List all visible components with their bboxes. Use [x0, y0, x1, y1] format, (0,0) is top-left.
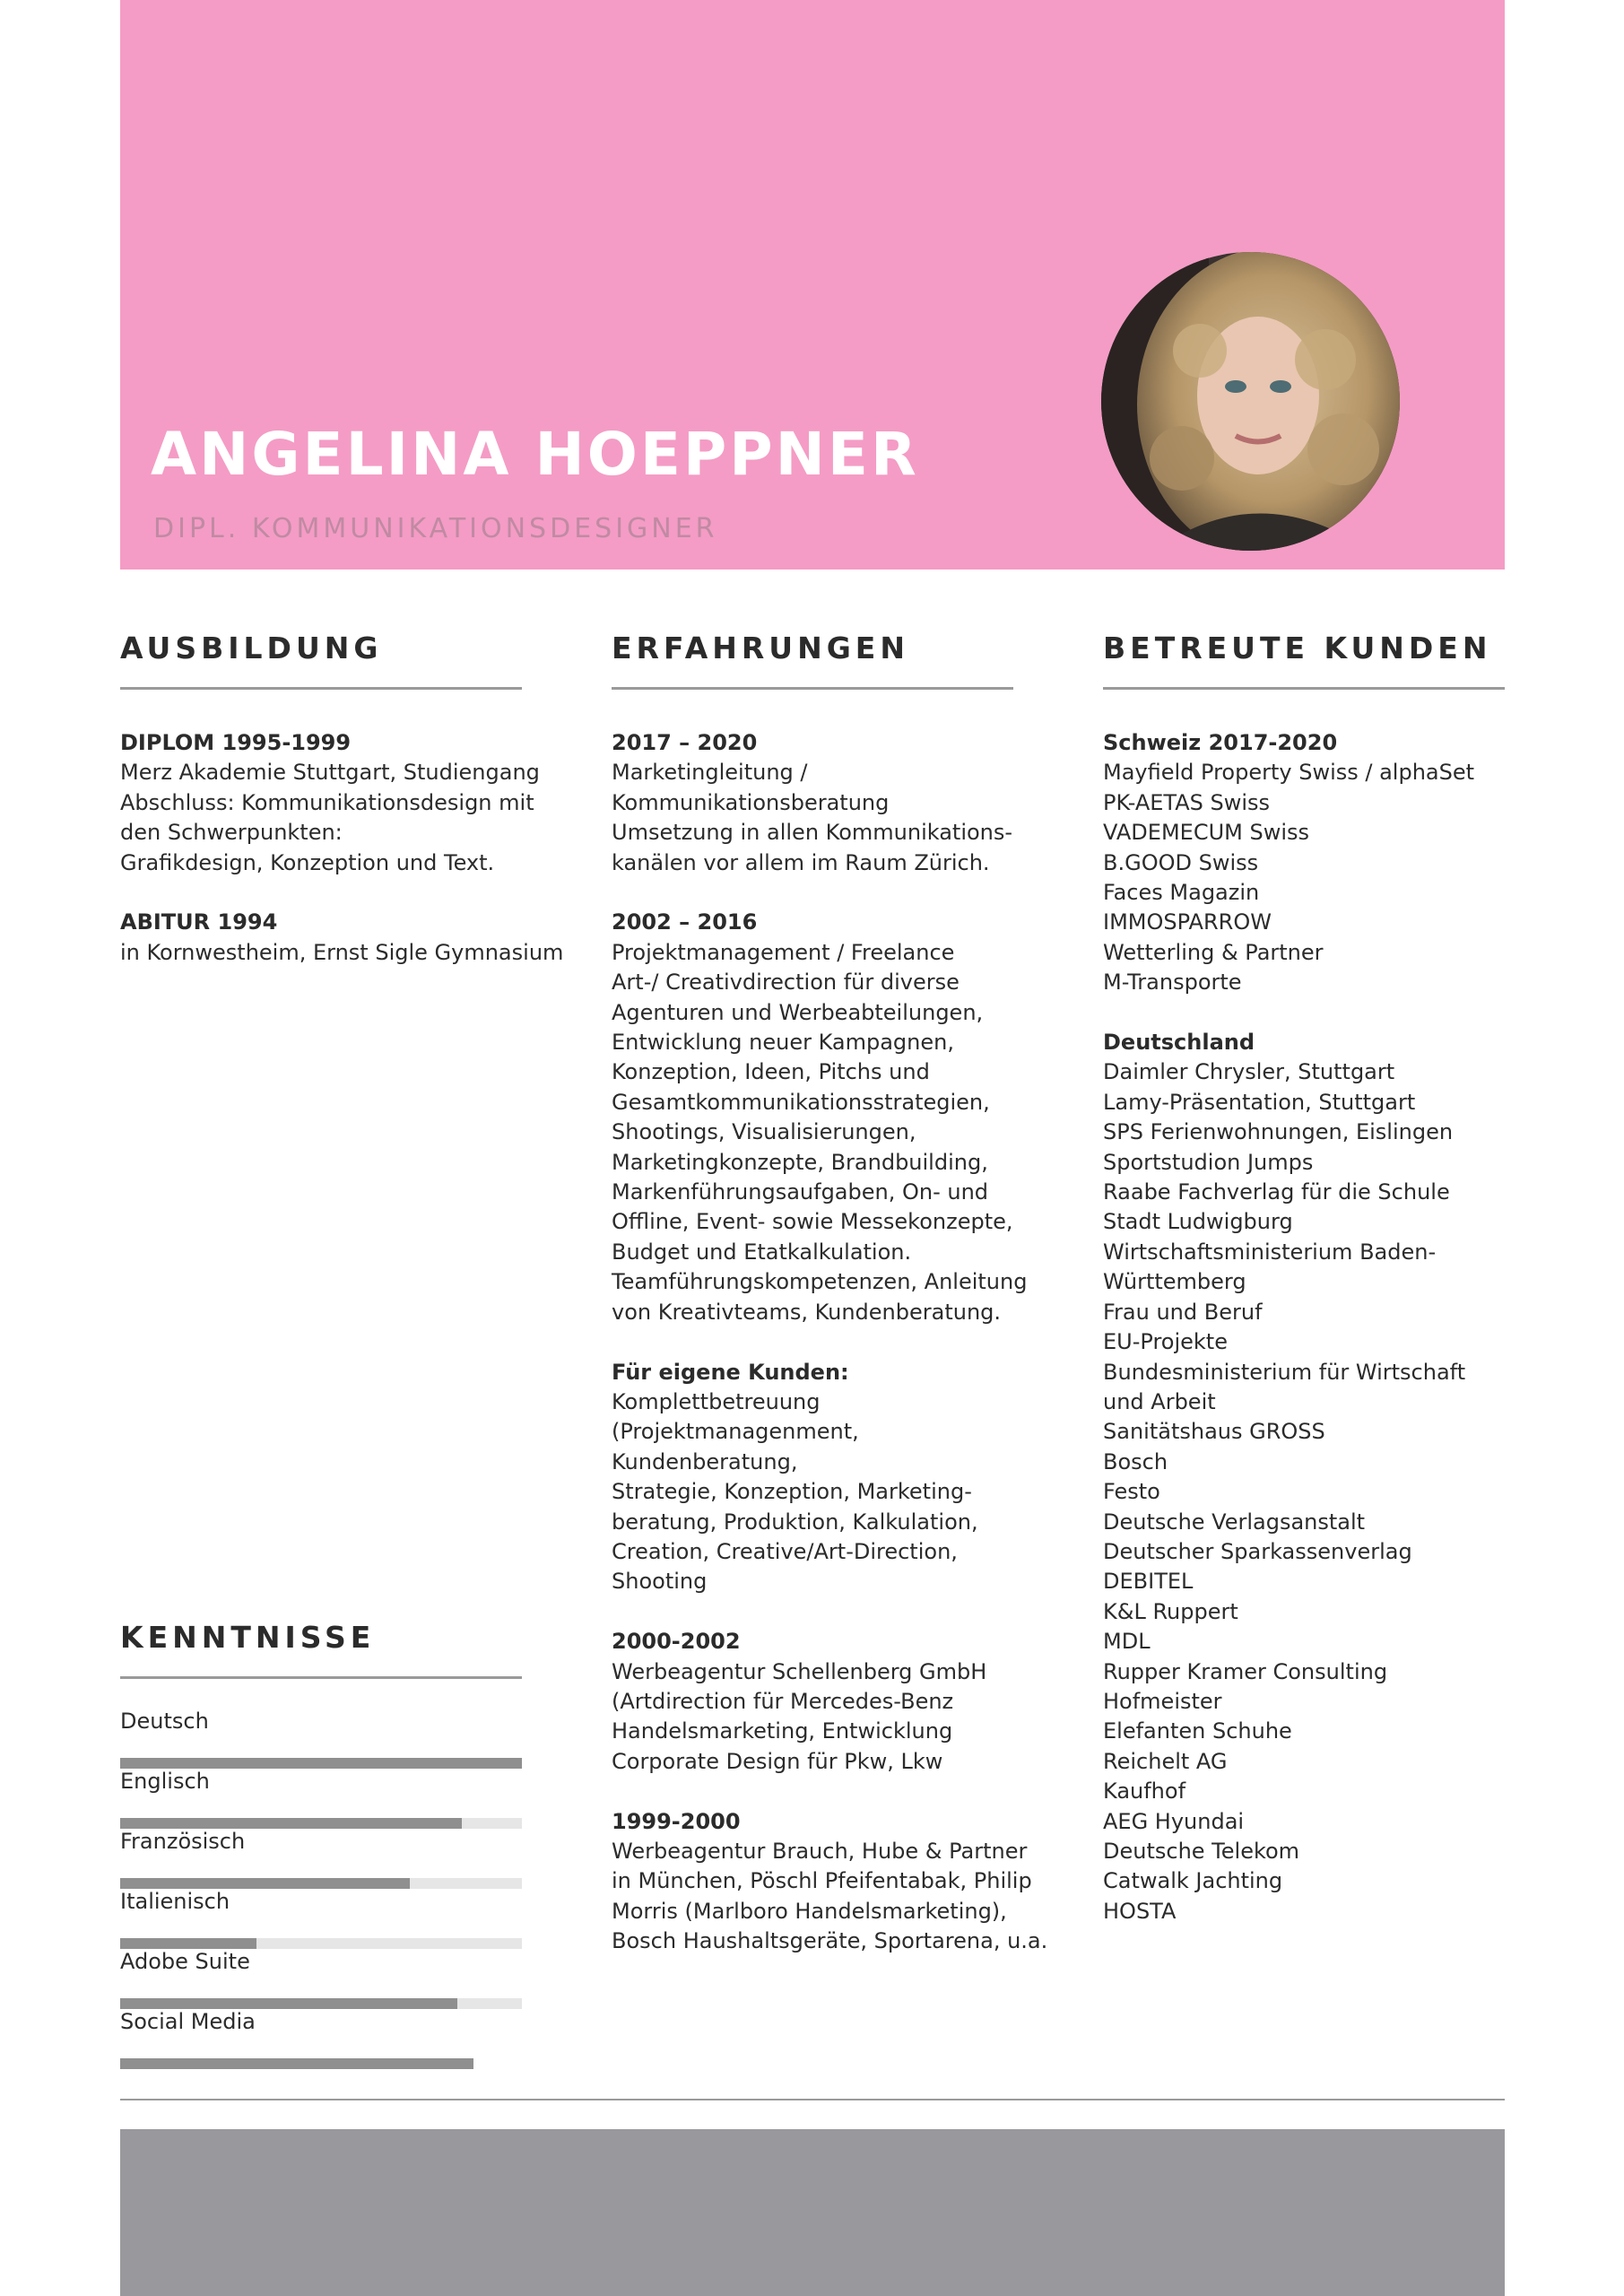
- entry-title: Schweiz 2017-2020: [1103, 730, 1338, 755]
- skill-item: [120, 1829, 522, 1889]
- kunden-heading: BETREUTE KUNDEN: [1103, 631, 1492, 665]
- client-item: Wetterling & Partner: [1103, 939, 1324, 965]
- client-item: Raabe Fachverlag für die Schule: [1103, 1179, 1450, 1205]
- client-item: und Arbeit: [1103, 1388, 1216, 1414]
- entry-line: Budget und Etatkalkulation.: [612, 1239, 912, 1265]
- client-item: Mayfield Property Swiss / alphaSet: [1103, 760, 1475, 786]
- ausbildung-heading: AUSBILDUNG: [120, 631, 383, 665]
- client-item: Deutsche Verlagsanstalt: [1103, 1509, 1366, 1535]
- kunden-divider: [1103, 687, 1505, 690]
- entry-line: Creation, Creative/Art-Direction,: [612, 1538, 958, 1564]
- person-name: ANGELINA HOEPPNER: [151, 420, 919, 489]
- skill-bar-track: [120, 1938, 522, 1949]
- client-item: SPS Ferienwohnungen, Eislingen: [1103, 1119, 1454, 1145]
- kenntnisse-divider: [120, 1676, 522, 1679]
- skill-bar-fill: [120, 1758, 522, 1769]
- profile-photo: [1101, 252, 1400, 551]
- entry-line: Entwicklung neuer Kampagnen,: [612, 1030, 954, 1056]
- skill-bar-track: [120, 1758, 522, 1769]
- entry-title: 2017 – 2020: [612, 730, 758, 755]
- client-item: Catwalk Jachting: [1103, 1868, 1283, 1894]
- entry-line: Umsetzung in allen Kommunikations-: [612, 820, 1013, 846]
- client-item: AEG Hyundai: [1103, 1808, 1245, 1834]
- client-item: Deutsche Telekom: [1103, 1839, 1300, 1865]
- skill-label: Adobe Suite: [120, 1949, 250, 1974]
- skill-bar-fill: [120, 1878, 410, 1889]
- client-item: Faces Magazin: [1103, 880, 1260, 906]
- entry-title: DIPLOM 1995-1999: [120, 730, 352, 755]
- client-item: K&L Ruppert: [1103, 1598, 1238, 1624]
- entry-line: Markenführungsaufgaben, On- und: [612, 1179, 989, 1205]
- entry-line: Marketingkonzepte, Brandbuilding,: [612, 1149, 988, 1175]
- client-item: Wirtschaftsministerium Baden-: [1103, 1239, 1437, 1265]
- entry-line: Agenturen und Werbeabteilungen,: [612, 999, 984, 1025]
- client-item: Sanitätshaus GROSS: [1103, 1419, 1325, 1445]
- entry-line: (Artdirection für Mercedes-Benz: [612, 1688, 954, 1714]
- skill-item: [120, 1769, 522, 1829]
- skill-bar-fill: [120, 2058, 473, 2069]
- entry-title: Für eigene Kunden:: [612, 1359, 849, 1385]
- client-item: Bosch: [1103, 1448, 1168, 1474]
- ausbildung-column: [120, 728, 563, 968]
- entry-title: 1999-2000: [612, 1808, 741, 1834]
- entry-line: Kundenberatung,: [612, 1448, 798, 1474]
- client-item: Bundesministerium für Wirtschaft: [1103, 1359, 1466, 1385]
- client-item: Rupper Kramer Consulting: [1103, 1658, 1388, 1684]
- entry-title: ABITUR 1994: [120, 909, 278, 935]
- entry-line: Art-/ Creativdirection für diverse: [612, 970, 960, 996]
- entry-line: in Kornwestheim, Ernst Sigle Gymnasium: [120, 939, 564, 965]
- client-item: EU-Projekte: [1103, 1329, 1228, 1355]
- ausbildung-divider: [120, 687, 522, 690]
- skill-item: [120, 2009, 522, 2069]
- footer-band: [120, 2129, 1505, 2296]
- entry-line: kanälen vor allem im Raum Zürich.: [612, 849, 990, 875]
- entry-line: (Projektmanagenment,: [612, 1419, 859, 1445]
- entry-line: Werbeagentur Schellenberg GmbH: [612, 1658, 987, 1684]
- skill-item: [120, 1889, 522, 1949]
- entry-line: Projektmanagement / Freelance: [612, 939, 955, 965]
- skill-label: Englisch: [120, 1769, 210, 1794]
- skill-label: Französisch: [120, 1829, 246, 1854]
- entry-line: Abschluss: Kommunikationsdesign mit: [120, 789, 534, 815]
- kenntnisse-heading: KENNTNISSE: [120, 1620, 376, 1655]
- entry-line: Merz Akademie Stuttgart, Studiengang: [120, 760, 540, 786]
- entry-line: Corporate Design für Pkw, Lkw: [612, 1748, 943, 1774]
- entry-line: beratung, Produktion, Kalkulation,: [612, 1509, 978, 1535]
- client-item: Frau und Beruf: [1103, 1299, 1263, 1325]
- client-item: PK-AETAS Swiss: [1103, 789, 1271, 815]
- client-item: Lamy-Präsentation, Stuttgart: [1103, 1089, 1416, 1115]
- skill-bar-fill: [120, 1998, 457, 2009]
- entry-line: von Kreativteams, Kundenberatung.: [612, 1299, 1002, 1325]
- skill-bar-track: [120, 1818, 522, 1829]
- skill-item: [120, 1949, 522, 2009]
- entry-line: Marketingleitung /: [612, 760, 808, 786]
- client-item: DEBITEL: [1103, 1569, 1194, 1595]
- entry-line: Grafikdesign, Konzeption und Text.: [120, 849, 495, 875]
- entry-line: Offline, Event- sowie Messekonzepte,: [612, 1209, 1013, 1235]
- skills-list: [120, 1709, 522, 2069]
- skill-bar-fill: [120, 1818, 462, 1829]
- client-item: Reichelt AG: [1103, 1748, 1228, 1774]
- entry-line: Kommunikationsberatung: [612, 789, 890, 815]
- client-item: IMMOSPARROW: [1103, 909, 1272, 935]
- person-title: DIPL. KOMMUNIKATIONSDESIGNER: [153, 513, 718, 544]
- entry-line: Komplettbetreuung: [612, 1388, 821, 1414]
- client-item: Deutscher Sparkassenverlag: [1103, 1538, 1412, 1564]
- entry-line: Strategie, Konzeption, Marketing-: [612, 1479, 972, 1505]
- client-item: HOSTA: [1103, 1898, 1177, 1924]
- client-item: Daimler Chrysler, Stuttgart: [1103, 1059, 1395, 1085]
- footer-divider: [120, 2099, 1505, 2100]
- entry-line: Shootings, Visualisierungen,: [612, 1119, 916, 1145]
- skill-label: Social Media: [120, 2009, 256, 2034]
- entry-line: Werbeagentur Brauch, Hube & Partner: [612, 1838, 1028, 1864]
- skill-item: [120, 1709, 522, 1769]
- client-item: Sportstudion Jumps: [1103, 1149, 1314, 1175]
- skill-bar-track: [120, 1998, 522, 2009]
- skill-bar-track: [120, 1878, 522, 1889]
- client-item: Stadt Ludwigburg: [1103, 1209, 1293, 1235]
- client-item: Festo: [1103, 1479, 1160, 1505]
- entry-line: Handelsmarketing, Entwicklung: [612, 1718, 953, 1744]
- client-item: B.GOOD Swiss: [1103, 849, 1259, 875]
- client-item: Elefanten Schuhe: [1103, 1718, 1292, 1744]
- client-item: Hofmeister: [1103, 1688, 1222, 1714]
- entry-line: den Schwerpunkten:: [120, 820, 343, 846]
- erfahrungen-column: [612, 728, 1047, 1957]
- skill-bar-fill: [120, 1938, 256, 1949]
- skill-label: Deutsch: [120, 1709, 209, 1734]
- erfahrungen-heading: ERFAHRUNGEN: [612, 631, 909, 665]
- entry-title: 2000-2002: [612, 1629, 741, 1655]
- client-item: VADEMECUM Swiss: [1103, 820, 1310, 846]
- client-item: Kaufhof: [1103, 1779, 1186, 1805]
- kunden-column: [1103, 728, 1474, 1926]
- skill-bar-track: [120, 2058, 522, 2069]
- entry-title: Deutschland: [1103, 1030, 1255, 1056]
- skill-label: Italienisch: [120, 1889, 230, 1914]
- entry-title: 2002 – 2016: [612, 909, 758, 935]
- entry-line: Bosch Haushaltsgeräte, Sportarena, u.a.: [612, 1928, 1048, 1954]
- client-item: MDL: [1103, 1629, 1151, 1655]
- portrait-image: [1101, 252, 1400, 551]
- client-item: M-Transporte: [1103, 970, 1242, 996]
- entry-line: Gesamtkommunikationsstrategien,: [612, 1089, 990, 1115]
- entry-line: Konzeption, Ideen, Pitchs und: [612, 1059, 930, 1085]
- client-item: Württemberg: [1103, 1269, 1246, 1295]
- entry-line: Shooting: [612, 1569, 708, 1595]
- erfahrungen-divider: [612, 687, 1013, 690]
- entry-line: in München, Pöschl Pfeifentabak, Philip: [612, 1868, 1032, 1894]
- entry-line: Teamführungskompetenzen, Anleitung: [612, 1269, 1028, 1295]
- entry-line: Morris (Marlboro Handelsmarketing),: [612, 1898, 1007, 1924]
